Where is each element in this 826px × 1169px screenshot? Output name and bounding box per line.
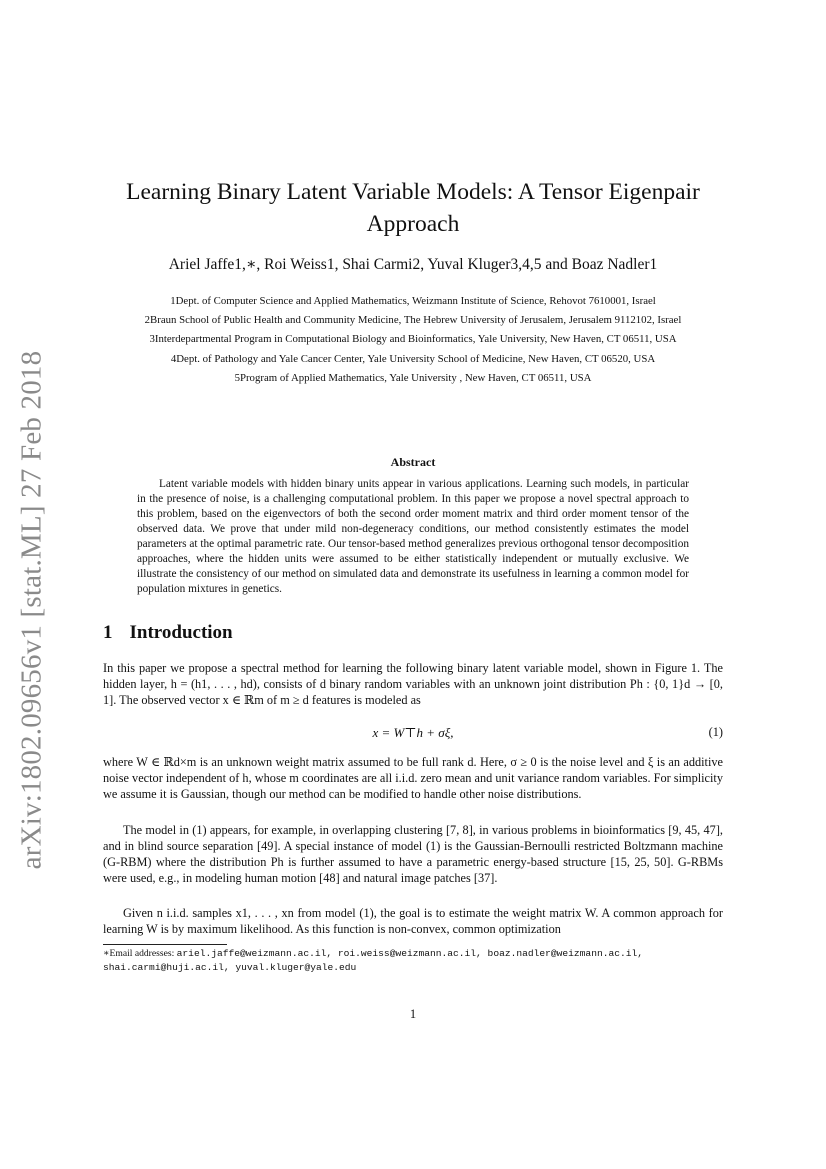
affiliation-5: 5Program of Applied Mathematics, Yale University , New Haven, CT 06511, USA: [234, 371, 592, 384]
abstract-heading: Abstract: [390, 455, 436, 469]
equation-number: (1): [708, 725, 723, 739]
footnote-label: ∗Email addresses:: [103, 948, 175, 959]
intro-paragraph-2: where W ∈ ℝd×m is an unknown weight matrix assumed to be full rank d. Here, σ ≥ 0 is the noise level and ξ is an additive noise vector independent of h, whose m coordinates are all i.i.d. zero mean and unit variance random variables. For simplicity we assume it is Gaussian, though our method can be modified to handle other noise distributions.: [103, 755, 723, 801]
footnote-rule: [103, 944, 227, 945]
intro-paragraph-1: In this paper we propose a spectral method for learning the following binary latent variable model, shown in Figure 1. The hidden layer, h = (h1, . . . , hd), consists of d binary random variables with an unknown joint distribution Ph : {0, 1}d → [0, 1]. The observed vector x ∈ ℝm of m ≥ d features is modeled as: [103, 661, 723, 707]
affiliation-1: 1Dept. of Computer Science and Applied Mathematics, Weizmann Institute of Science, Rehovot 7610001, Israel: [170, 295, 656, 307]
affiliations: [100, 292, 726, 388]
section-number: 1: [103, 622, 113, 643]
abstract-text: Latent variable models with hidden binary units appear in various applications. Learning such models, in particular in the presence of noise, is a challenging computational problem. In this paper we propose a novel spectral approach to this problem, based on the eigenvectors of both the second order moment matrix and third order moment tensor of the observed data. We prove that under mild non-degeneracy conditions, our method consistently estimates the model parameters at the optimal parametric rate. Our tensor-based method generalizes previous orthogonal tensor decomposition approaches, where the hidden units were assumed to be either statistically independent or mutually exclusive. We illustrate the consistency of our method on simulated data and demonstrate its usefulness in learning a common model for population mixtures in genetics.: [137, 478, 689, 595]
equation-1: [103, 725, 723, 743]
authors: Ariel Jaffe1,∗, Roi Weiss1, Shai Carmi2, Yuval Kluger3,4,5 and Boaz Nadler1: [168, 256, 658, 273]
affiliation-3: 3Interdepartmental Program in Computational Biology and Bioinformatics, Yale University, New Haven, CT 06511, USA: [149, 333, 677, 346]
page-number: 1: [409, 1007, 417, 1021]
affiliation-4: 4Dept. of Pathology and Yale Cancer Center, Yale University School of Medicine, New Haven, CT 06520, USA: [170, 352, 656, 365]
equation-text: x = W⊤h + σξ,: [372, 725, 454, 740]
section-heading: [103, 622, 233, 644]
section-title: Introduction: [129, 622, 233, 643]
footnote: [103, 947, 725, 974]
intro-paragraph-3: The model in (1) appears, for example, in overlapping clustering [7, 8], in various problems in bioinformatics [9, 45, 47], and in blind source separation [49]. A special instance of model (1) is the Gaussian-Bernoulli restricted Boltzmann machine (G-RBM) where the distribution Ph is further assumed to have a parametric energy-based structure [15, 25, 50]. G-RBMs were used, e.g., in modeling human motion [48] and natural image patches [37].: [103, 823, 723, 885]
intro-paragraph-4: Given n i.i.d. samples x1, . . . , xn from model (1), the goal is to estimate the weight matrix W. A common approach for learning W is by maximum likelihood. As this function is non-convex, common optimization: [103, 906, 723, 936]
arxiv-stamp-text: arXiv:1802.09656v1 [stat.ML] 27 Feb 2018: [15, 350, 48, 870]
footnote-emails: ariel.jaffe@weizmann.ac.il, roi.weiss@weizmann.ac.il, boaz.nadler@weizmann.ac.il, shai.carmi@huji.ac.il, yuval.kluger@yale.edu: [103, 948, 644, 973]
arxiv-stamp: [12, 330, 52, 890]
affiliation-2: 2Braun School of Public Health and Community Medicine, The Hebrew University of Jerusalem, Jerusalem 9112102, Israel: [144, 314, 682, 327]
paper-title: Learning Binary Latent Variable Models: A Tensor Eigenpair Approach: [126, 179, 700, 237]
